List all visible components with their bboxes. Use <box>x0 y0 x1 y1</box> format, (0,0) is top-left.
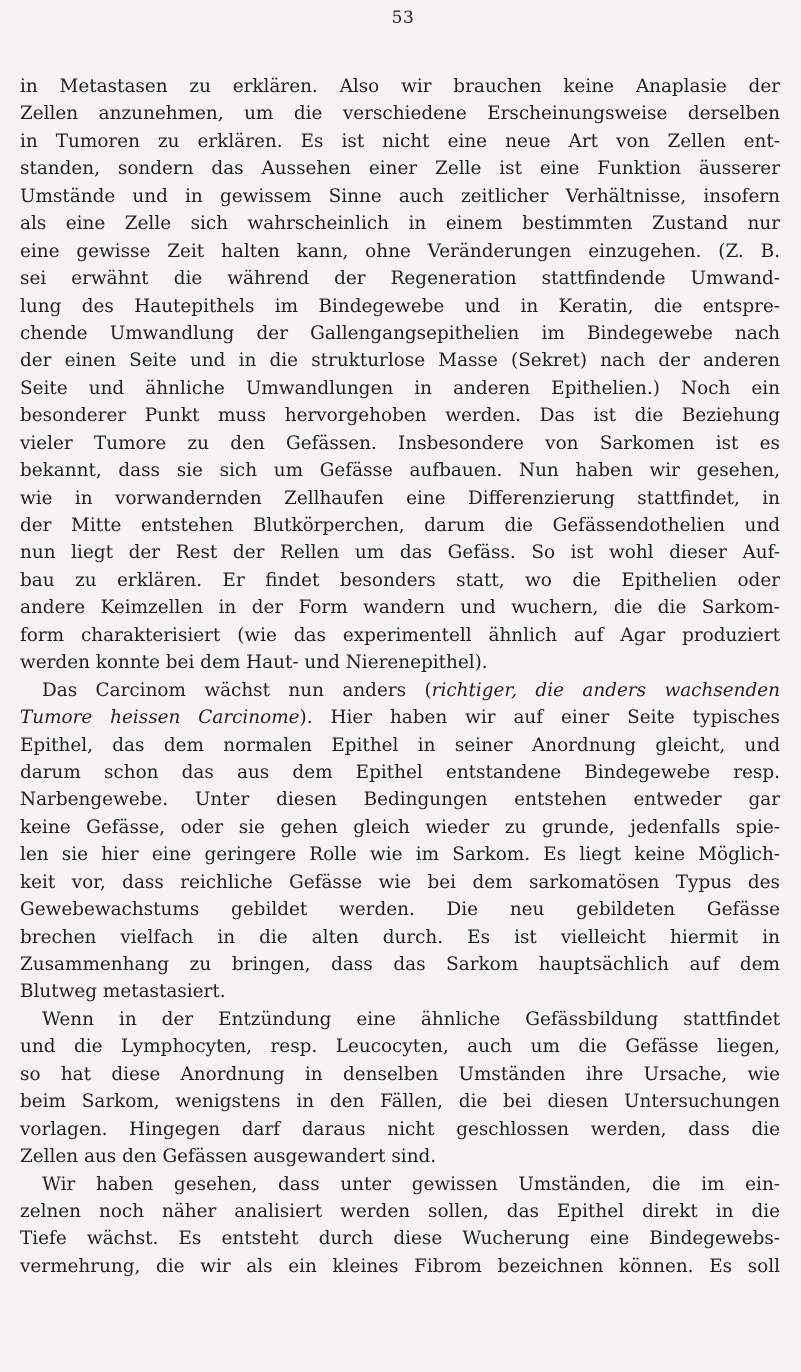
text-run: Zusammenhang zu bringen, dass das Sarkom hauptsächlich auf dem <box>20 954 780 975</box>
text-line <box>20 1006 780 1033</box>
text-line <box>20 293 780 320</box>
text-line <box>20 347 780 374</box>
text-line <box>20 155 780 182</box>
text-run: in Tumoren zu erklären. Es ist nicht eine neue Art von Zellen ent- <box>20 130 780 152</box>
text-line <box>20 265 780 292</box>
page-number: 53 <box>391 8 415 28</box>
text-line <box>20 1061 780 1088</box>
text-line <box>20 759 780 786</box>
text-run: besonderer Punkt muss hervorgehoben werden. Das ist die Beziehung <box>20 405 780 427</box>
text-line <box>20 73 780 100</box>
text-line <box>20 1088 780 1115</box>
text-line <box>20 814 780 841</box>
text-run: len sie hier eine geringere Rolle wie im Sarkom. Es liegt keine Möglich- <box>20 844 780 866</box>
text-run: ). Hier haben wir auf einer Seite typisches <box>299 707 780 729</box>
text-line <box>20 183 780 210</box>
text-run: bekannt, dass sie sich um Gefässe aufbauen. Nun haben wir gesehen, <box>20 460 780 482</box>
text-line <box>20 238 780 265</box>
text-line <box>20 485 780 512</box>
text-line <box>20 567 780 594</box>
text-line <box>20 951 780 978</box>
text-run: wie in vorwandernden Zellhaufen eine Differenzierung stattfindet, in <box>20 487 780 509</box>
text-line <box>20 1143 780 1170</box>
text-run: nun liegt der Rest der Rellen um das Gefäss. So ist wohl dieser Auf- <box>20 542 780 564</box>
text-line <box>20 1171 780 1198</box>
text-run: vorlagen. Hingegen darf daraus nicht geschlossen werden, dass die <box>20 1118 780 1140</box>
text-run: Narbengewebe. Unter diesen Bedingungen entstehen entweder gar <box>20 789 780 811</box>
text-run: werden konnte bei dem Haut- und Nierenepithel). <box>20 652 488 674</box>
text-line <box>20 704 780 731</box>
text-line <box>20 1198 780 1225</box>
text-line <box>20 375 780 402</box>
text-run: beim Sarkom, wenigstens in den Fällen, die bei diesen Untersuchungen <box>20 1091 780 1113</box>
text-run: standen, sondern das Aussehen einer Zelle ist eine Funktion äusserer <box>20 158 780 180</box>
italic-text: richtiger, die anders wachsenden <box>431 679 780 701</box>
text-run: Seite und ähnliche Umwandlungen in anderen Epithelien.) Noch ein <box>20 377 780 399</box>
text-line <box>20 924 780 951</box>
paragraph <box>20 1006 780 1171</box>
text-line <box>20 841 780 868</box>
text-run: als eine Zelle sich wahrscheinlich in einem bestimmten Zustand nur <box>20 213 780 235</box>
text-line <box>20 1033 780 1060</box>
text-run: chende Umwandlung der Gallengangsepithelien im Bindegewebe nach <box>20 322 780 344</box>
text-run: Wir haben gesehen, dass unter gewissen Umständen, die im ein- <box>42 1173 780 1195</box>
text-run: brechen vielfach in die alten durch. Es ist vielleicht hiermit in <box>20 926 780 948</box>
text-line <box>20 786 780 813</box>
text-run: so hat diese Anordnung in denselben Umständen ihre Ursache, wie <box>20 1063 780 1085</box>
paragraph <box>20 73 780 677</box>
text-line <box>20 978 780 1005</box>
text-run: Blutweg metastasiert. <box>20 981 226 1003</box>
text-run: sei erwähnt die während der Regeneration stattfindende Umwand- <box>20 268 780 290</box>
text-run: Tiefe wächst. Es entsteht durch diese Wucherung eine Bindegewebs- <box>20 1228 780 1250</box>
text-run: zelnen noch näher analisiert werden sollen, das Epithel direkt in die <box>20 1200 780 1222</box>
text-line <box>20 512 780 539</box>
italic-text: Tumore heissen Carcinome <box>20 707 300 729</box>
text-line <box>20 1116 780 1143</box>
text-run: andere Keimzellen in der Form wandern und wuchern, die die Sarkom- <box>20 597 780 619</box>
text-run: Zellen aus den Gefässen ausgewandert sind. <box>20 1146 437 1168</box>
text-run: in Metastasen zu erklären. Also wir brauchen keine Anaplasie der <box>20 76 780 97</box>
text-run: Gewebewachstums gebildet werden. Die neu gebildeten Gefässe <box>20 899 780 921</box>
text-run: Wenn in der Entzündung eine ähnliche Gefässbildung stattfindet <box>42 1008 780 1030</box>
paragraph <box>20 677 780 1006</box>
text-run: lung des Hautepithels im Bindegewebe und in Keratin, die entspre- <box>20 295 780 317</box>
text-line <box>20 210 780 237</box>
text-line <box>20 649 780 676</box>
text-line <box>20 457 780 484</box>
text-run: der Mitte entstehen Blutkörperchen, darum die Gefässendothelien und <box>20 515 780 536</box>
text-run: eine gewisse Zeit halten kann, ohne Veränderungen einzugehen. (Z. B. <box>20 240 780 262</box>
text-line <box>20 430 780 457</box>
text-line <box>20 732 780 759</box>
text-line <box>20 677 780 704</box>
text-line <box>20 594 780 621</box>
text-run: form charakterisiert (wie das experimentell ähnlich auf Agar produziert <box>20 624 780 646</box>
text-line <box>20 128 780 155</box>
text-line <box>20 869 780 896</box>
text-run: vieler Tumore zu den Gefässen. Insbesondere von Sarkomen ist es <box>20 432 780 454</box>
text-line <box>20 539 780 566</box>
text-run: und die Lymphocyten, resp. Leucocyten, auch um die Gefässe liegen, <box>20 1036 780 1058</box>
paragraph <box>20 1171 780 1281</box>
text-line <box>20 402 780 429</box>
text-line <box>20 896 780 923</box>
text-line <box>20 622 780 649</box>
text-run: Zellen anzunehmen, um die verschiedene Erscheinungsweise derselben <box>20 103 780 125</box>
text-run: Das Carcinom wächst nun anders ( <box>42 679 432 701</box>
text-run: vermehrung, die wir als ein kleines Fibrom bezeichnen können. Es soll <box>20 1255 780 1277</box>
body-text <box>20 73 780 1280</box>
text-run: bau zu erklären. Er findet besonders statt, wo die Epithelien oder <box>20 569 780 591</box>
text-line <box>20 1253 780 1280</box>
text-line <box>20 1225 780 1252</box>
text-run: keine Gefässe, oder sie gehen gleich wieder zu grunde, jedenfalls spie- <box>20 816 780 838</box>
text-line <box>20 100 780 127</box>
text-line <box>20 320 780 347</box>
text-run: darum schon das aus dem Epithel entstandene Bindegewebe resp. <box>20 761 780 783</box>
text-run: keit vor, dass reichliche Gefässe wie bei dem sarkomatösen Typus des <box>20 871 780 893</box>
text-run: Umstände und in gewissem Sinne auch zeitlicher Verhältnisse, insofern <box>20 185 780 207</box>
text-run: der einen Seite und in die strukturlose Masse (Sekret) nach der anderen <box>20 350 780 372</box>
text-run: Epithel, das dem normalen Epithel in seiner Anordnung gleicht, und <box>20 734 780 756</box>
